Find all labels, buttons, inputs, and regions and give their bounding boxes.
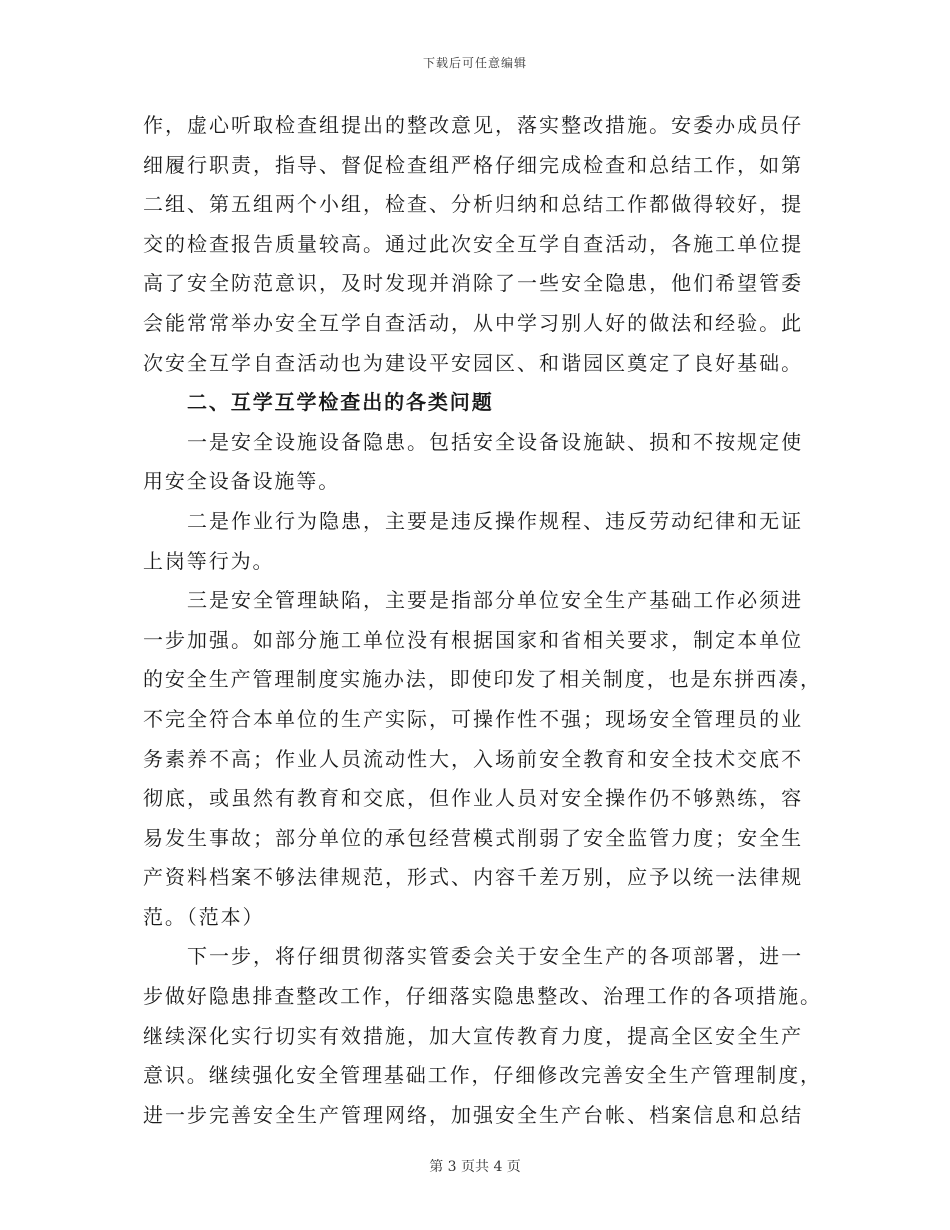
text-line: 范。（范本） xyxy=(143,904,265,929)
text-line: 一是安全设施设备隐患。包括安全设备设施缺、损和不按规定使 xyxy=(187,429,803,454)
page-header: 下载后可任意编辑 xyxy=(422,56,527,70)
text-line: 二组、第五组两个小组，检查、分析归纳和总结工作都做得较好，提 xyxy=(143,192,803,217)
text-line: 不完全符合本单位的生产实际，可操作性不强；现场安全管理员的业 xyxy=(143,706,803,731)
text-line: 彻底，或虽然有教育和交底，但作业人员对安全操作仍不够熟练，容 xyxy=(143,786,803,811)
text-line: 的安全生产管理制度实施办法，即使印发了相关制度，也是东拼西凑， xyxy=(143,667,822,692)
text-line: 意识。继续强化安全管理基础工作，仔细修改完善安全生产管理制度， xyxy=(143,1063,822,1088)
text-line: 用安全设备设施等。 xyxy=(143,469,341,494)
text-line: 细履行职责，指导、督促检查组严格仔细完成检查和总结工作，如第 xyxy=(143,152,803,177)
text-line: 二是作业行为隐患，主要是违反操作规程、违反劳动纪律和无证 xyxy=(187,508,803,533)
document-body xyxy=(143,106,822,1135)
text-line: 交的检查报告质量较高。通过此次安全互学自查活动，各施工单位提 xyxy=(143,231,803,256)
text-line: 务素养不高；作业人员流动性大，入场前安全教育和安全技术交底不 xyxy=(143,746,803,771)
text-line: 产资料档案不够法律规范，形式、内容千差万别，应予以统一法律规 xyxy=(143,865,803,890)
text-line: 上岗等行为。 xyxy=(143,548,275,573)
section-heading: 二、互学互学检查出的各类问题 xyxy=(187,390,494,415)
text-line: 易发生事故；部分单位的承包经营模式削弱了安全监管力度；安全生 xyxy=(143,825,803,850)
text-line: 作，虚心听取检查组提出的整改意见，落实整改措施。安委办成员仔 xyxy=(143,113,803,137)
text-line: 高了安全防范意识，及时发现并消除了一些安全隐患，他们希望管委 xyxy=(143,271,803,296)
text-line: 次安全互学自查活动也为建设平安园区、和谐园区奠定了良好基础。 xyxy=(143,350,803,375)
text-line: 进一步完善安全生产管理网络，加强安全生产台帐、档案信息和总结 xyxy=(143,1102,803,1127)
text-line: 继续深化实行切实有效措施，加大宣传教育力度，提高全区安全生产 xyxy=(143,1023,803,1048)
page-number-footer: 第 3 页共 4 页 xyxy=(429,1159,521,1175)
text-line: 三是安全管理缺陷，主要是指部分单位安全生产基础工作必须进 xyxy=(187,588,803,613)
text-line: 下一步，将仔细贯彻落实管委会关于安全生产的各项部署，进一 xyxy=(187,944,803,969)
text-line: 步做好隐患排查整改工作，仔细落实隐患整改、治理工作的各项措施。 xyxy=(143,984,822,1009)
text-line: 会能常常举办安全互学自查活动，从中学习别人好的做法和经验。此 xyxy=(143,310,803,335)
text-line: 一步加强。如部分施工单位没有根据国家和省相关要求，制定本单位 xyxy=(143,627,803,652)
